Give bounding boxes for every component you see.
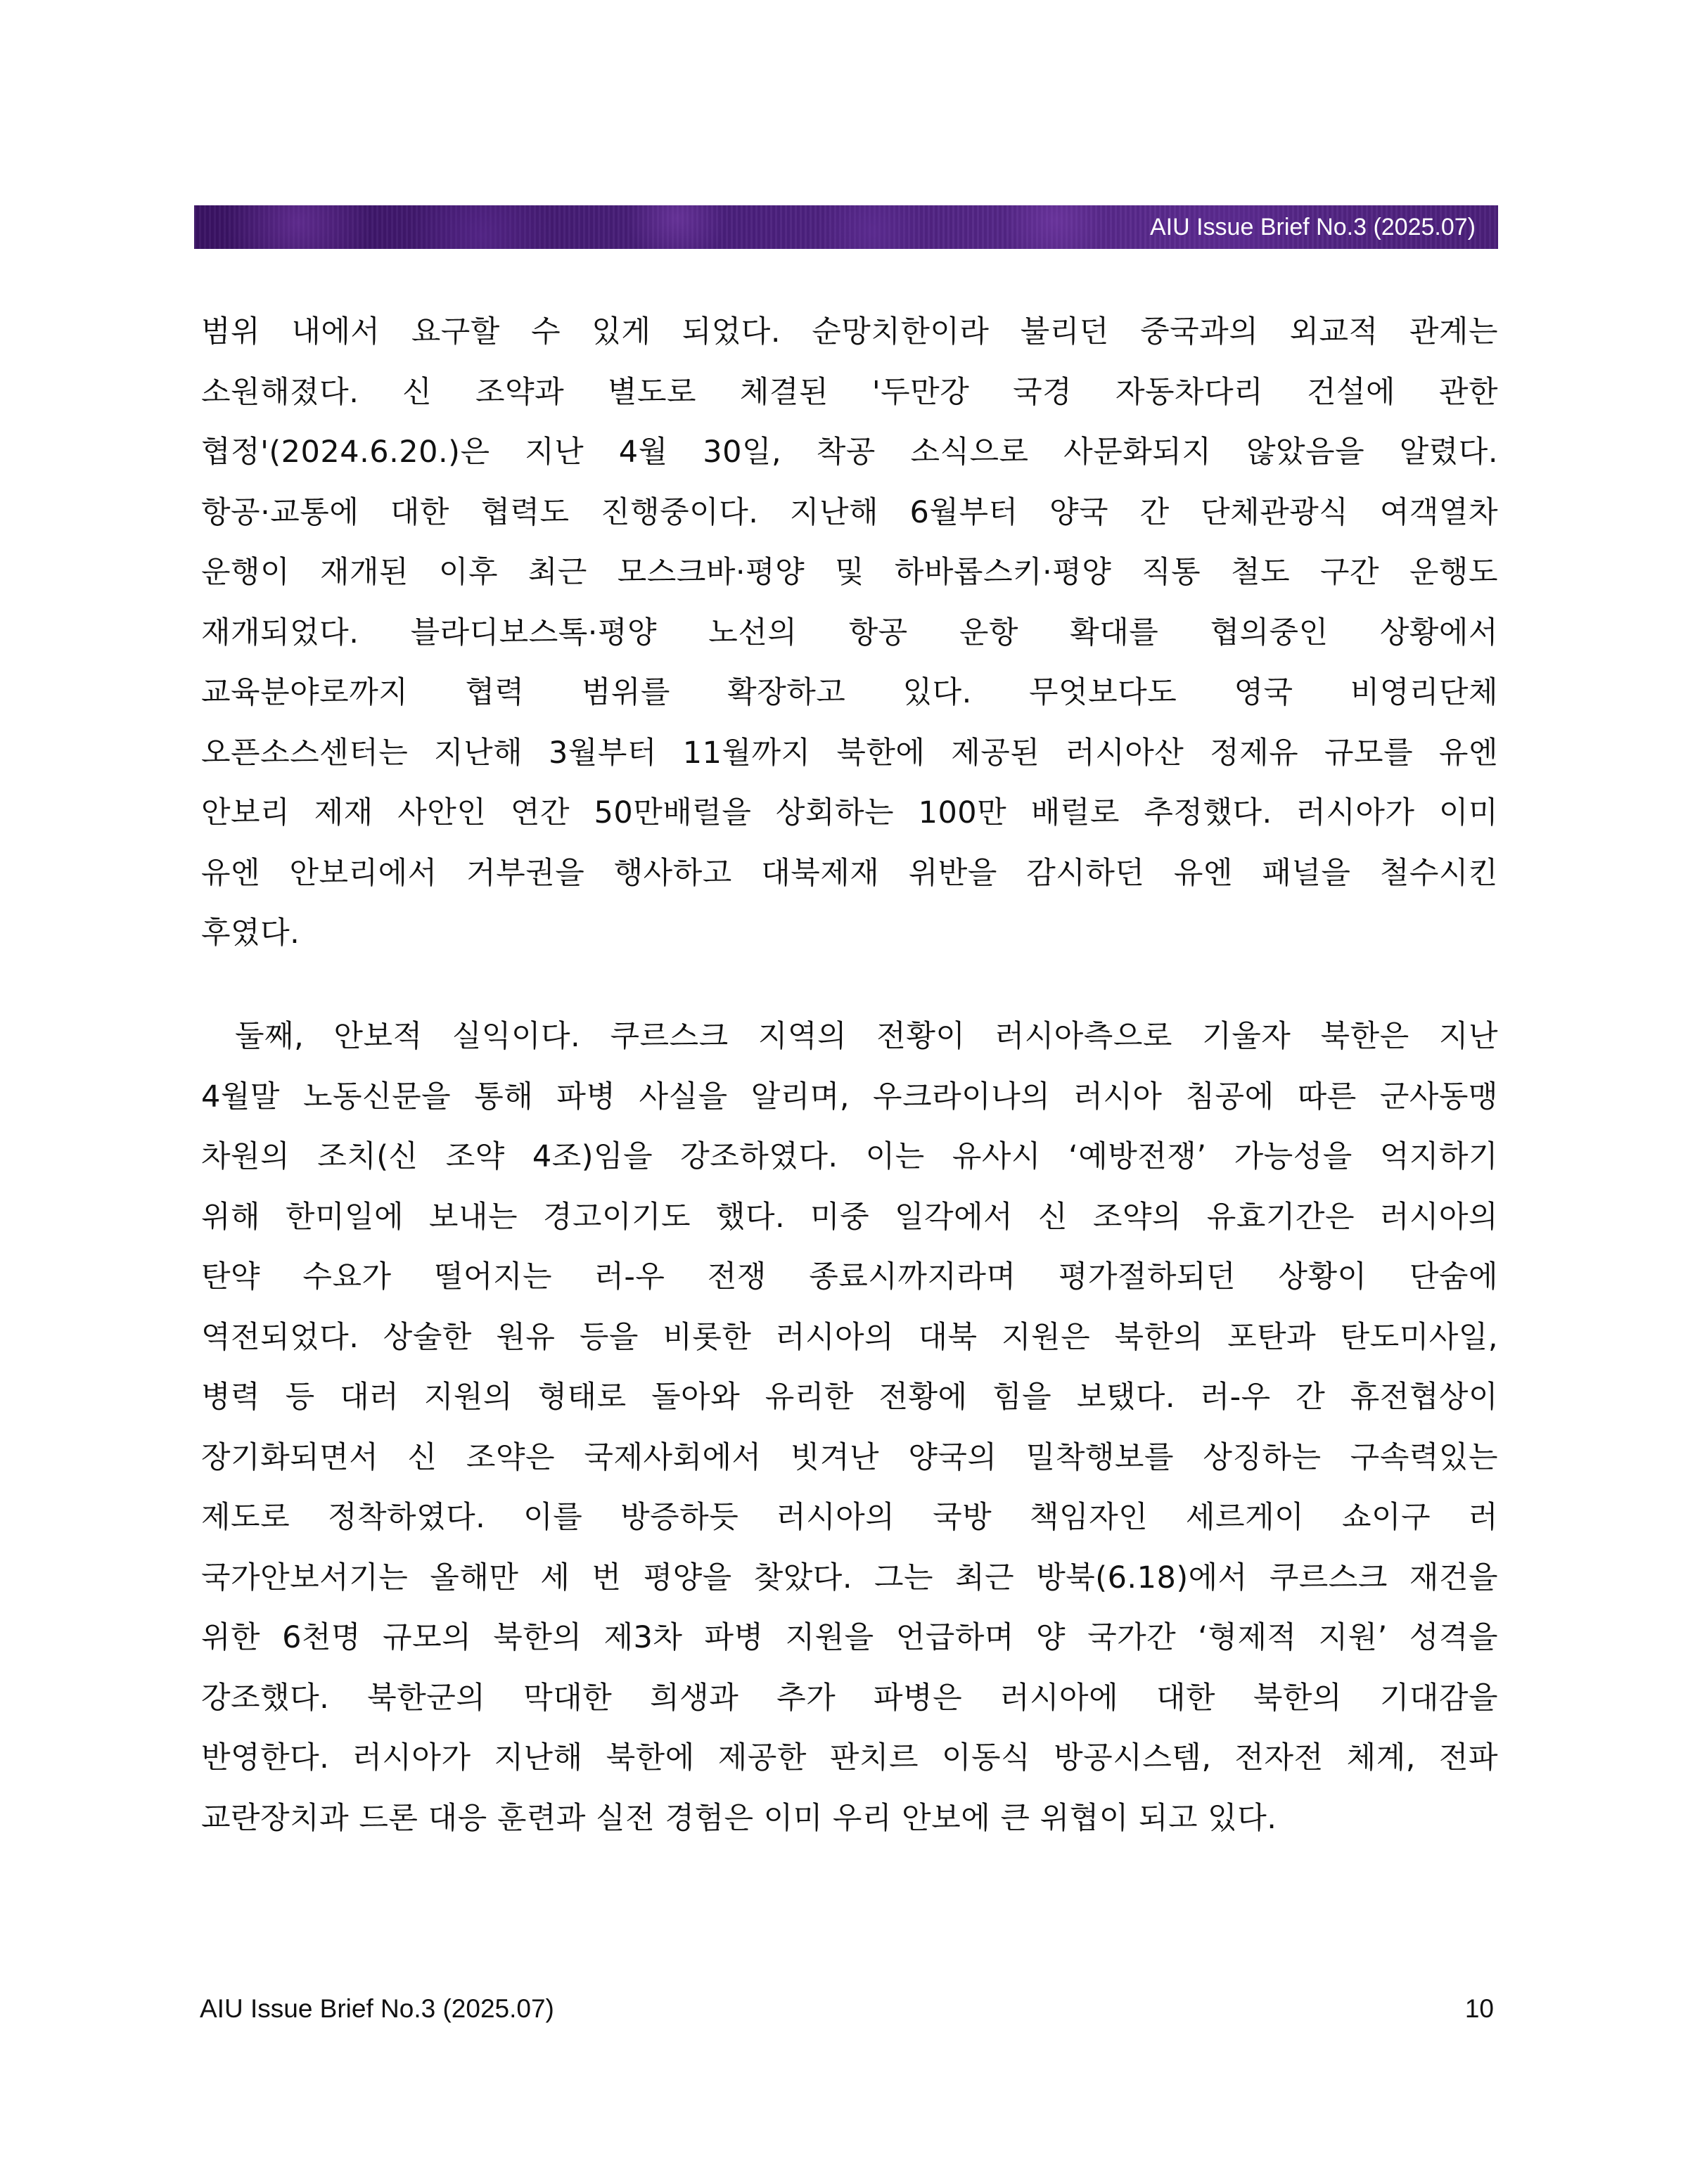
text-line: 둘째, 안보적 실익이다. 쿠르스크 지역의 전황이 러시아측으로 기울자 북한은 지난 [235, 1019, 1498, 1054]
text-line: 교육분야로까지 협력 범위를 확장하고 있다. 무엇보다도 영국 비영리단체 [201, 675, 1498, 710]
text-line: 역전되었다. 상술한 원유 등을 비롯한 러시아의 대북 지원은 북한의 포탄과 탄도미사일, [201, 1319, 1498, 1355]
text-line: 오픈소스센터는 지난해 3월부터 11월까지 북한에 제공된 러시아산 정제유 규모를 유엔 [201, 735, 1498, 771]
text-line: 안보리 제재 사안인 연간 50만배럴을 상회하는 100만 배럴로 추정했다. 러시아가 이미 [201, 795, 1498, 830]
text-line: 강조했다. 북한군의 막대한 희생과 추가 파병은 러시아에 대한 북한의 기대감을 [201, 1680, 1498, 1716]
text-line: 차원의 조치(신 조약 4조)임을 강조하였다. 이는 유사시 ‘예방전쟁’ 가능성을 억지하기 [201, 1139, 1498, 1174]
footer-title: AIU Issue Brief No.3 (2025.07) [200, 1994, 554, 2023]
header-title: AIU Issue Brief No.3 (2025.07) [1149, 214, 1476, 240]
paragraph-1 [201, 302, 1498, 964]
text-line: 위해 한미일에 보내는 경고이기도 했다. 미중 일각에서 신 조약의 유효기간은 러시아의 [201, 1199, 1498, 1235]
text-line: 운행이 재개된 이후 최근 모스크바·평양 및 하바롭스키·평양 직통 철도 구간 운행도 [201, 555, 1498, 590]
text-line: 범위 내에서 요구할 수 있게 되었다. 순망치한이라 불리던 중국과의 외교적 관계는 [201, 314, 1498, 349]
text-line: 병력 등 대러 지원의 형태로 돌아와 유리한 전황에 힘을 보탰다. 러-우 간 휴전협상이 [201, 1380, 1498, 1415]
text-line: 국가안보서기는 올해만 세 번 평양을 찾았다. 그는 최근 방북(6.18)에서 쿠르스크 재건을 [201, 1560, 1498, 1595]
text-line: 소원해졌다. 신 조약과 별도로 체결된 '두만강 국경 자동차다리 건설에 관한 [201, 374, 1498, 410]
page-number: 10 [1464, 1994, 1494, 2023]
text-line: 위한 6천명 규모의 북한의 제3차 파병 지원을 언급하며 양 국가간 ‘형제적 지원’ 성격을 [201, 1620, 1498, 1655]
text-line: 4월말 노동신문을 통해 파병 사실을 알리며, 우크라이나의 러시아 침공에 따른 군사동맹 [201, 1079, 1498, 1115]
paragraph-2 [201, 1007, 1498, 1849]
text-line: 항공·교통에 대한 협력도 진행중이다. 지난해 6월부터 양국 간 단체관광식 여객열차 [201, 494, 1498, 530]
text-line: 유엔 안보리에서 거부권을 행사하고 대북제재 위반을 감시하던 유엔 패널을 철수시킨 [201, 855, 1498, 891]
text-line: 교란장치과 드론 대응 훈련과 실전 경험은 이미 우리 안보에 큰 위협이 되고 있다. [201, 1800, 1277, 1836]
text-line: 반영한다. 러시아가 지난해 북한에 제공한 판치르 이동식 방공시스템, 전자전 체계, 전파 [201, 1740, 1498, 1775]
header-band [194, 205, 1498, 249]
text-line: 장기화되면서 신 조약은 국제사회에서 빗겨난 양국의 밀착행보를 상징하는 구속력있는 [201, 1439, 1498, 1475]
text-line: 후였다. [201, 916, 300, 951]
text-line: 제도로 정착하였다. 이를 방증하듯 러시아의 국방 책임자인 세르게이 쇼이구 러 [201, 1500, 1498, 1535]
text-line: 협정'(2024.6.20.)은 지난 4월 30일, 착공 소식으로 사문화되지 않았음을 알렸다. [201, 435, 1498, 470]
text-line: 재개되었다. 블라디보스톡·평양 노선의 항공 운항 확대를 협의중인 상황에서 [201, 615, 1498, 650]
text-line: 탄약 수요가 떨어지는 러-우 전쟁 종료시까지라며 평가절하되던 상황이 단숨에 [201, 1259, 1498, 1295]
